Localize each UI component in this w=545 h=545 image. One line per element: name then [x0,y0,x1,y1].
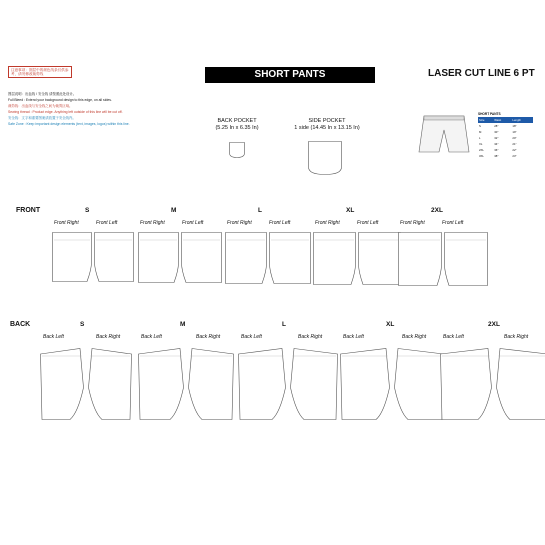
table-cell: XL [479,142,483,146]
size-label: S [80,321,85,328]
size-label: S [85,207,90,214]
back-pocket-dims: (5.25 In x 6.35 In) [215,125,259,131]
table-row [478,153,533,159]
back-left-piece [40,348,84,420]
table-cell: 23" [512,154,517,158]
piece-label: Front Left [182,220,204,226]
table-cell: 36" [494,148,499,152]
front-right-piece [398,232,442,286]
back-right-piece [496,348,545,420]
piece-label: Back Left [443,334,464,340]
table-cell: 22" [512,148,517,152]
piece-label: Front Right [227,220,252,226]
piece-label: Back Left [241,334,262,340]
front-row-label: FRONT [16,207,41,214]
side-pocket-piece [308,141,342,175]
piece-label: Back Left [141,334,162,340]
piece-label: Back Right [402,334,427,340]
front-left-piece [94,232,134,282]
size-table-title: SHORT PANTS [478,112,501,116]
table-cell: 2XL [479,148,484,152]
piece-label: Back Right [504,334,529,340]
table-header-cell: Length [512,118,521,122]
side-pocket-label [292,118,362,132]
size-label: M [180,321,186,328]
piece-label: Front Right [400,220,425,226]
note-line: Sewing thread : Product edge. Anything left outside of this line will be cut off. [8,110,123,115]
front-right-piece [138,232,179,283]
front-left-piece [181,232,222,283]
size-label: L [282,321,286,328]
table-cell: 19" [512,130,517,134]
notes-panel [8,66,188,126]
back-left-piece [138,348,184,420]
piece-label: Back Right [96,334,121,340]
piece-label: Back Right [298,334,323,340]
table-header-cell: Waist [494,118,502,122]
piece-label: Back Right [196,334,221,340]
front-right-piece [225,232,267,284]
back-right-piece [188,348,234,420]
side-pocket-name: SIDE POCKET [308,118,346,124]
piece-label: Front Left [442,220,464,226]
note-line: Safe Zone : Keep important design elements (text, images, logos) within this line. [8,122,130,127]
table-cell: 34" [494,142,499,146]
table-header-cell: Size [479,118,485,122]
size-label: XL [346,207,355,214]
back-right-piece [290,348,338,420]
front-right-piece [52,232,92,282]
warning-box: 注意事项：图层中的颜色线条仅供参考，请勿修改裁剪线 [8,66,72,78]
note-line: 安全线：文字和重要图案请放置于安全线内。 [8,116,76,121]
table-cell: 20" [512,136,517,140]
size-table-grid [478,117,533,159]
size-label: L [258,207,262,214]
front-left-piece [269,232,311,284]
table-cell: 28" [494,124,499,128]
back-right-piece [394,348,444,420]
table-cell: 30" [494,130,499,134]
note-line: 图层说明：出血线 / 安全线 请按照此处设计。 [8,92,77,97]
piece-label: Back Left [343,334,364,340]
table-cell: L [479,136,481,140]
size-label: 2XL [431,207,443,214]
front-left-piece [358,232,401,285]
size-table [478,112,533,159]
note-line: Full Bleed : Extend your background design to this edge, on all sides. [8,98,112,103]
size-label: M [171,207,177,214]
back-pocket-piece [229,142,245,158]
side-pocket-dims: 1 side (14.45 In x 13.15 In) [294,125,360,131]
piece-label: Front Right [140,220,165,226]
piece-label: Front Left [269,220,291,226]
front-right-piece [313,232,356,285]
table-cell: M [479,130,482,134]
piece-label: Front Left [96,220,118,226]
table-cell: 38" [494,154,499,158]
back-left-piece [440,348,492,420]
back-row-label: BACK [10,321,31,328]
back-left-piece [238,348,286,420]
size-label: 2XL [488,321,500,328]
table-cell: 32" [494,136,499,140]
piece-label: Front Left [357,220,379,226]
table-cell: S [479,124,481,128]
back-pocket-name: BACK POCKET [217,118,257,124]
note-line: 裁剪线：出血线与安全线之间为裁剪区域。 [8,104,73,109]
size-label: XL [386,321,395,328]
table-cell: 21" [512,142,517,146]
back-pocket-label [212,118,262,132]
shorts-reference-image [418,112,473,160]
table-cell: 18" [512,124,517,128]
piece-label: Back Left [43,334,64,340]
piece-label: Front Right [54,220,79,226]
table-cell: 3XL [479,154,484,158]
page-title: SHORT PANTS [205,67,375,83]
laser-cut-label: LASER CUT LINE 6 PT [428,68,535,79]
back-left-piece [340,348,390,420]
front-left-piece [444,232,488,286]
back-right-piece [88,348,132,420]
piece-label: Front Right [315,220,340,226]
